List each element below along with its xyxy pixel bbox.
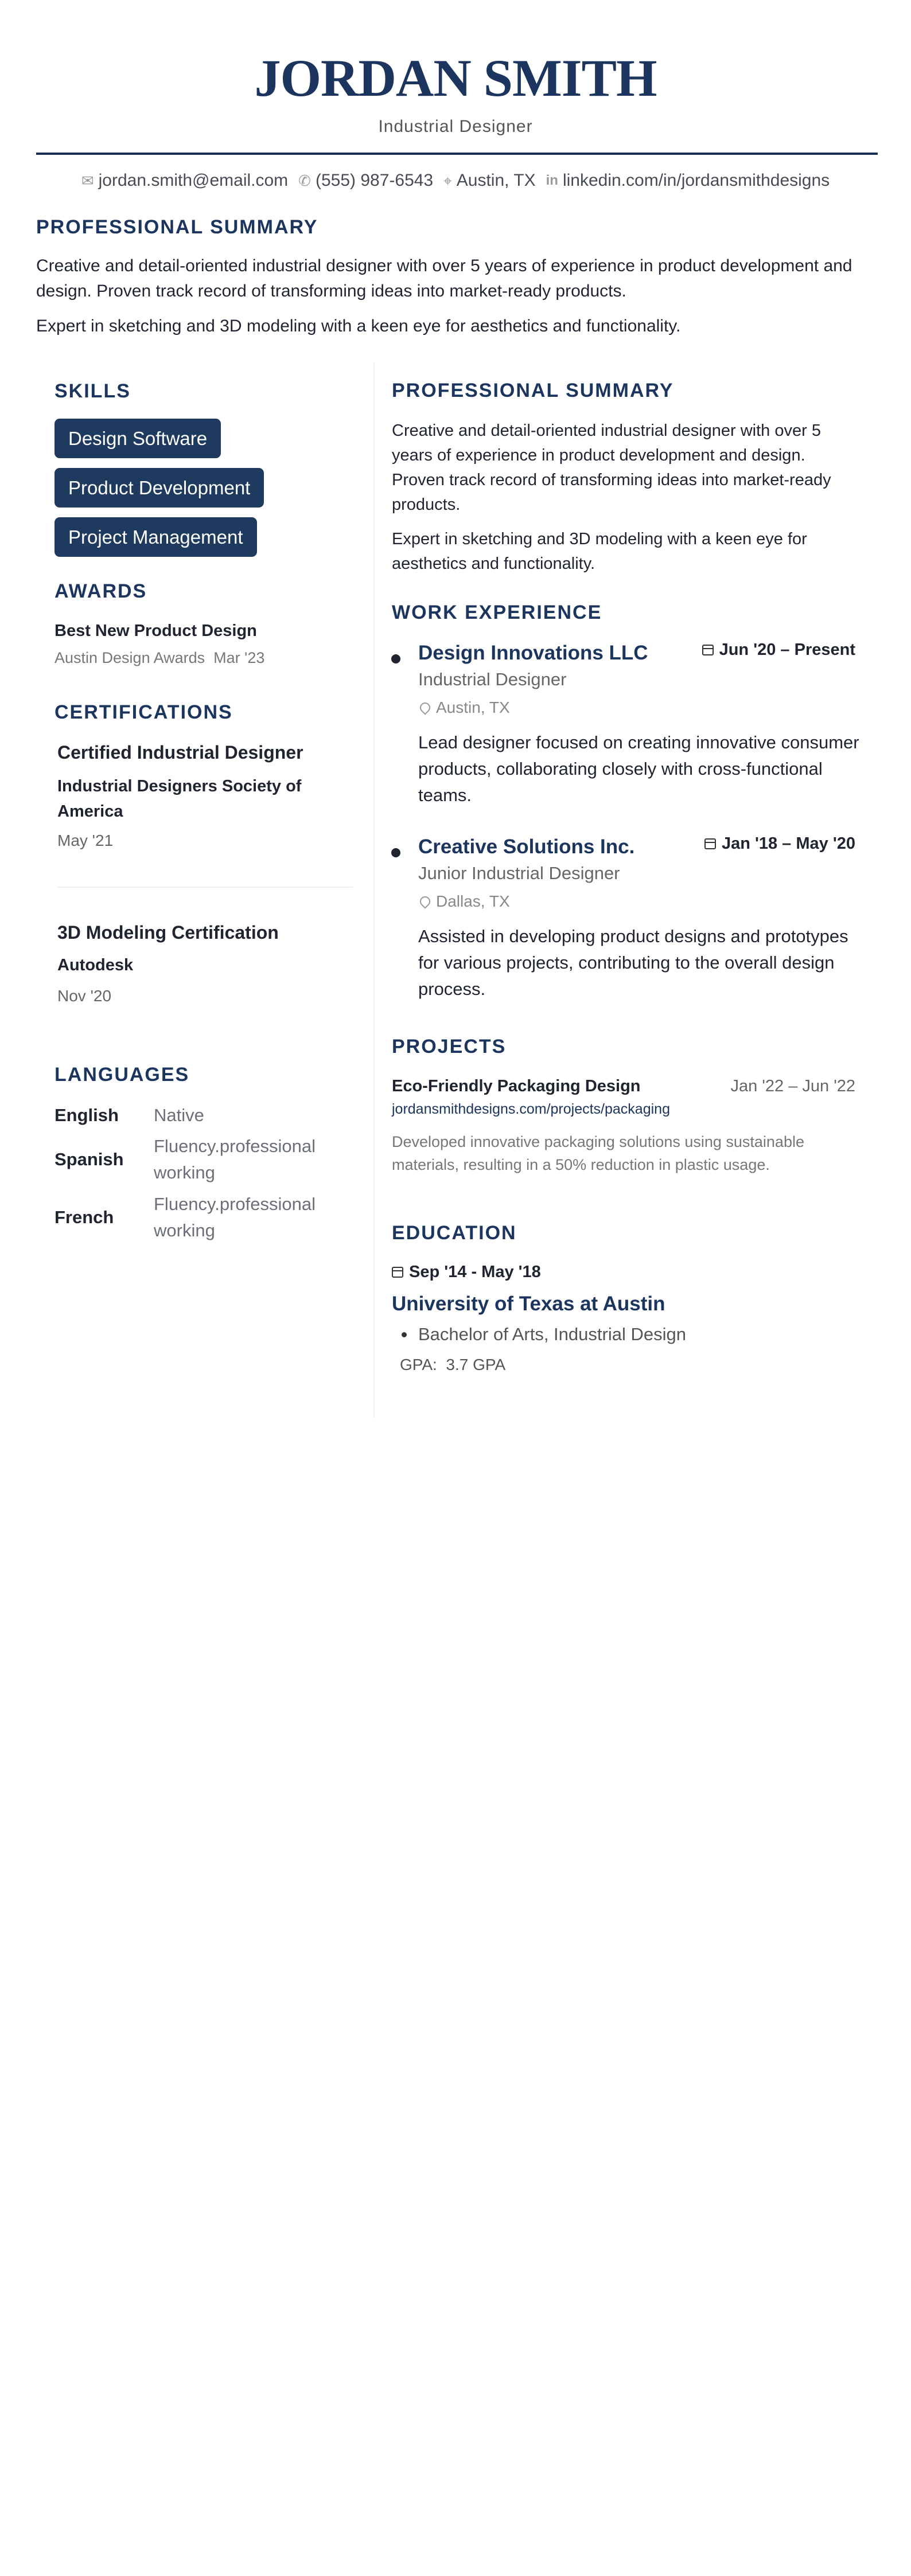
list-bullet-icon [402,1332,407,1337]
cert-issuer: Autodesk [57,956,134,974]
contact-location [443,170,535,191]
summary-p2: Expert in sketching and 3D modeling with a keen eye for aesthetics and functionality. [392,530,807,573]
job-location-text: Dallas, TX [436,892,510,910]
linkedin-text[interactable]: linkedin.com/in/jordansmithdesigns [562,171,830,190]
mail-icon: ✉ [81,172,94,189]
job-location [420,697,510,718]
job-title: Industrial Designer [418,669,567,689]
column-divider [373,363,375,1418]
award-title: Best New Product Design [54,622,257,640]
project-description: Developed innovative packaging solutions using sustainable materials, resulting in a 50% reduction in plastic usage. [392,1133,804,1173]
job-dates [702,638,855,661]
job-title: Junior Industrial Designer [418,863,620,883]
language-row [54,1133,364,1186]
candidate-name: JORDAN SMITH [254,49,657,107]
top-summary-heading: PROFESSIONAL SUMMARY [36,216,318,238]
job-dates-text: Jan '18 – May '20 [721,834,855,853]
linkedin-icon: in [546,173,558,188]
language-level: Fluency.professional working [154,1194,316,1240]
languages-heading: LANGUAGES [54,1064,190,1086]
location-pin-icon: ⌖ [443,172,452,189]
location-pin-icon [418,700,432,715]
contact-email[interactable] [81,170,288,191]
job-dates-text: Jun '20 – Present [719,641,855,659]
location-text: Austin, TX [456,171,536,190]
skill-tag: Product Development [54,468,264,508]
top-summary-p1: Creative and detail-oriented industrial designer with over 5 years of experience in product development and design. Proven track record of transforming ideas into market-ready products. [36,256,852,300]
language-row [54,1191,364,1244]
location-pin-icon [418,894,432,908]
cert-divider [57,887,353,888]
certifications-heading: CERTIFICATIONS [54,701,233,723]
cert-issuer: Industrial Designers Society of America [57,777,302,821]
phone-text[interactable]: (555) 987-6543 [315,171,434,190]
summary-heading: PROFESSIONAL SUMMARY [392,380,674,401]
project-name: Eco-Friendly Packaging Design [392,1077,641,1095]
award-issuer: Austin Design Awards [54,649,205,666]
contact-row [0,170,911,191]
header-divider [36,153,878,155]
projects-heading: PROJECTS [392,1036,507,1057]
education-heading: EDUCATION [392,1222,517,1244]
language-row [54,1102,364,1129]
job-location [420,891,510,912]
gpa-value: 3.7 GPA [446,1356,506,1373]
candidate-title: Industrial Designer [378,117,533,136]
top-summary-p2: Expert in sketching and 3D modeling with a keen eye for aesthetics and functionality. [36,317,681,335]
job-dates [704,832,855,855]
language-level: Native [154,1105,204,1125]
education-degree-text: Bachelor of Arts, Industrial Design [418,1324,686,1344]
phone-icon: ✆ [298,172,311,189]
skill-tag: Project Management [54,517,257,557]
award-meta [54,647,264,668]
education-dates [392,1260,541,1283]
calendar-icon [704,838,716,849]
email-text[interactable]: jordan.smith@email.com [98,171,289,190]
project-link[interactable]: jordansmithdesigns.com/projects/packaging [392,1101,670,1117]
cert-date: May '21 [57,832,114,849]
work-heading: WORK EXPERIENCE [392,602,602,623]
education-degree [402,1324,686,1345]
skill-tag: Design Software [54,419,221,458]
education-gpa [400,1355,505,1375]
skills-heading: SKILLS [54,380,131,402]
gpa-label: GPA: [400,1356,437,1373]
timeline-bullet [391,654,400,663]
award-date: Mar '23 [213,649,265,666]
language-level: Fluency.professional working [154,1136,316,1182]
job-company: Design Innovations LLC [418,642,648,664]
calendar-icon [392,1267,403,1278]
job-description: Assisted in developing product designs and prototypes for various projects, contributing to the overall design process. [418,926,848,999]
cert-date: Nov '20 [57,987,112,1005]
calendar-icon [702,645,714,655]
job-company: Creative Solutions Inc. [418,836,635,858]
education-dates-text: Sep '14 - May '18 [409,1263,541,1281]
education-school: University of Texas at Austin [392,1293,665,1315]
job-location-text: Austin, TX [436,698,510,716]
job-description: Lead designer focused on creating innovative consumer products, collaborating closely with cross-functional teams. [418,732,859,805]
language-name: Spanish [54,1149,124,1169]
cert-title: 3D Modeling Certification [57,922,279,943]
awards-heading: AWARDS [54,580,147,602]
language-name: English [54,1105,119,1125]
cert-title: Certified Industrial Designer [57,742,303,763]
language-name: French [54,1207,114,1227]
summary-p1: Creative and detail-oriented industrial designer with over 5 years of experience in product development and design. Proven track record of transforming ideas into market-ready products. [392,421,831,514]
contact-linkedin[interactable] [546,170,830,191]
project-dates: Jan '22 – Jun '22 [730,1077,855,1095]
contact-phone[interactable] [298,170,433,191]
timeline-bullet [391,848,400,857]
